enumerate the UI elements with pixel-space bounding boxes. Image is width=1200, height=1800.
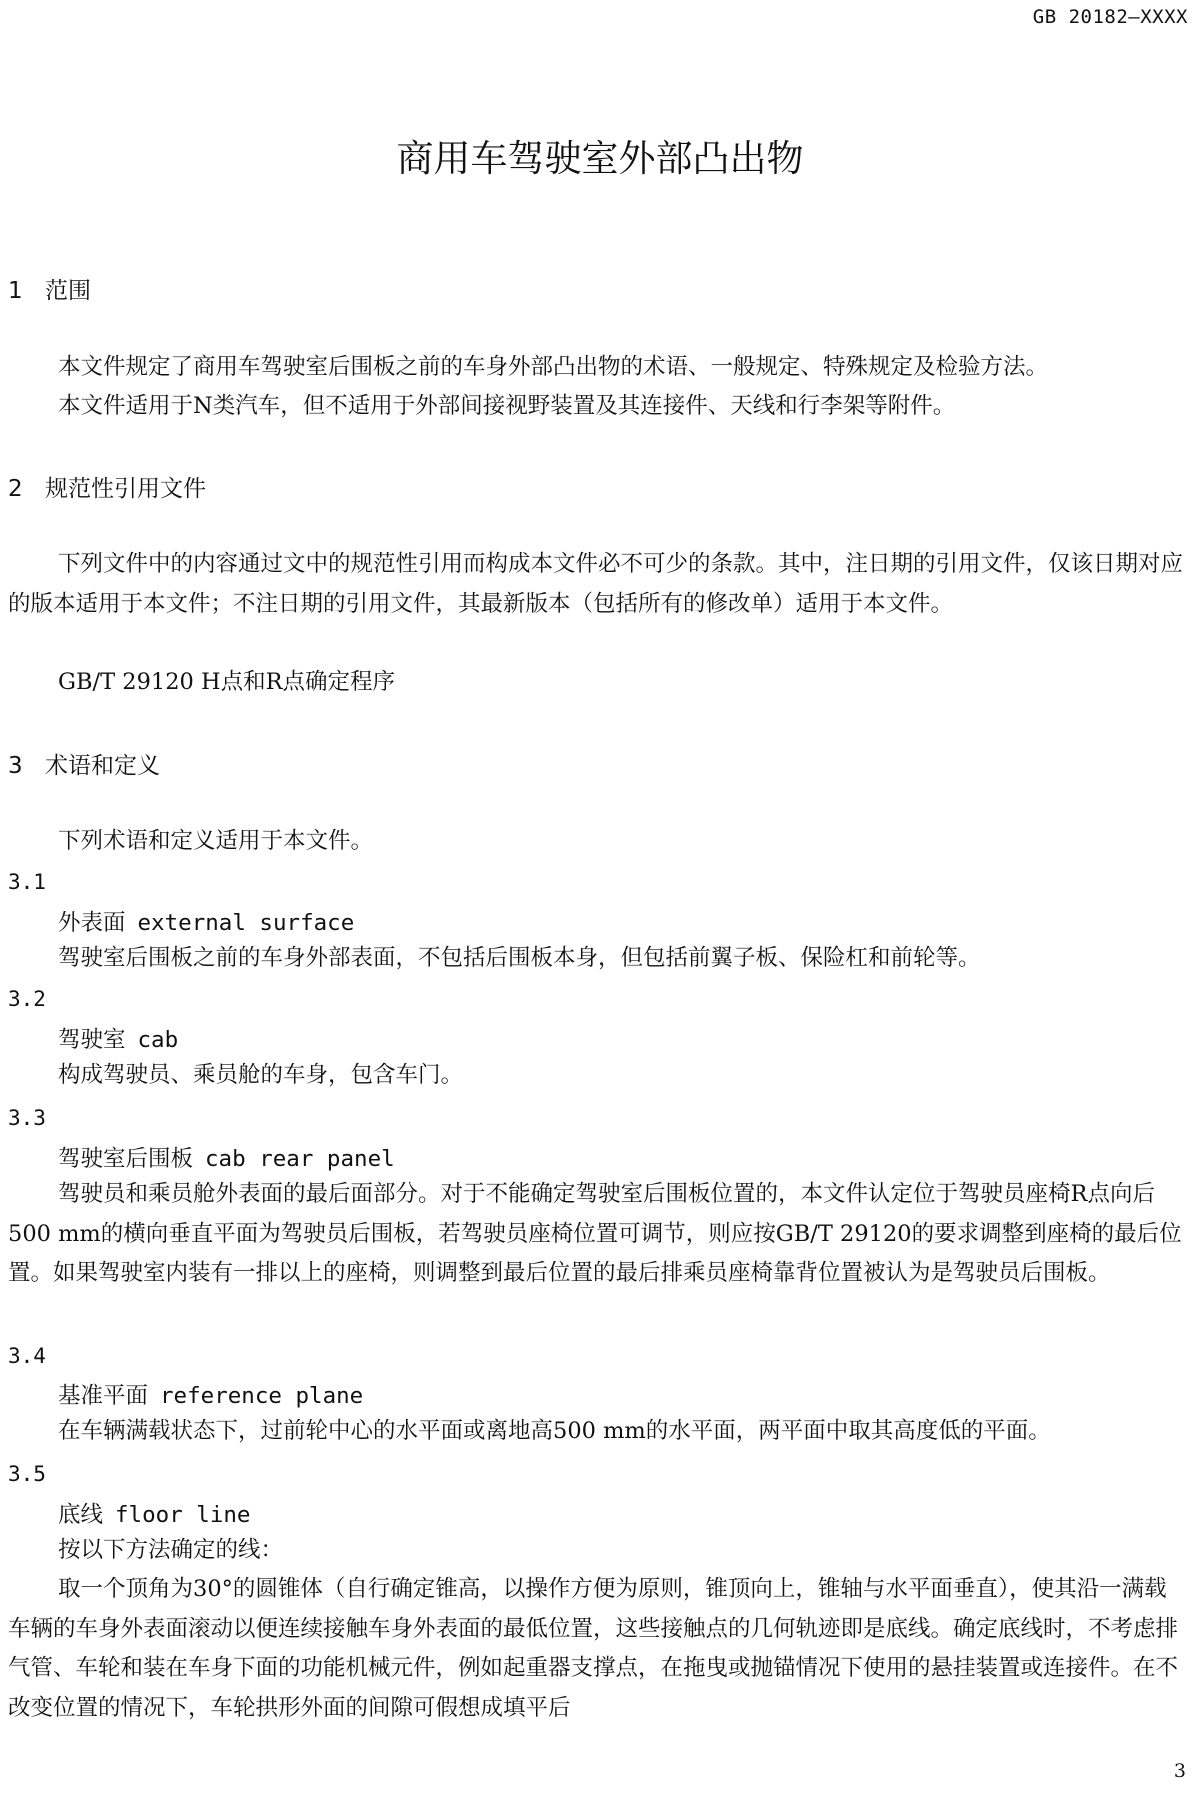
term-definition: 按以下方法确定的线：	[58, 1537, 284, 1563]
term-definition: 在车辆满载状态下，过前轮中心的水平面或离地高500 mm的水平面，两平面中取其高度低的平面。	[58, 1418, 1051, 1444]
document-title: 商用车驾驶室外部凸出物	[396, 137, 804, 180]
term-chinese: 驾驶室	[58, 1027, 126, 1053]
term-chinese: 外表面	[58, 910, 126, 936]
page-number: 3	[1173, 1760, 1186, 1782]
term-english: floor line	[115, 1502, 251, 1528]
term-english: reference plane	[160, 1383, 364, 1409]
term-chinese: 底线	[58, 1502, 104, 1528]
clause-number: 3.2	[8, 987, 46, 1011]
term-english: cab	[137, 1027, 179, 1053]
reference-item: GB/T 29120 H点和R点确定程序	[58, 669, 396, 695]
normative-references-paragraph: 下列文件中的内容通过文中的规范性引用而构成本文件必不可少的条款。其中，注日期的引用文件，仅该日期对应的版本适用于本文件；不注日期的引用文件，其最新版本（包括所有的修改单）适用于本文件。	[8, 551, 1184, 617]
standard-number: GB 20182—XXXX	[1032, 6, 1188, 28]
term-entry	[58, 1497, 250, 1529]
section-number: 1	[8, 278, 23, 304]
term-english: external surface	[137, 910, 355, 936]
scope-paragraph-2: 本文件适用于N类汽车，但不适用于外部间接视野装置及其连接件、天线和行李架等附件。	[58, 393, 956, 419]
term-english: cab rear panel	[205, 1146, 395, 1172]
section-title: 规范性引用文件	[45, 476, 206, 502]
term-definition: 构成驾驶员、乘员舱的车身，包含车门。	[58, 1062, 464, 1088]
section-3-heading	[8, 747, 160, 780]
section-number: 2	[8, 476, 23, 502]
term-entry	[58, 905, 354, 937]
term-chinese: 驾驶室后围板	[58, 1146, 194, 1172]
section-number: 3	[8, 753, 23, 779]
term-entry	[58, 1378, 363, 1410]
term-chinese: 基准平面	[58, 1383, 149, 1409]
term-entry	[58, 1141, 395, 1173]
section-2-heading	[8, 470, 206, 503]
terms-intro: 下列术语和定义适用于本文件。	[58, 828, 374, 854]
section-title: 范围	[45, 278, 91, 304]
term-definition: 驾驶员和乘员舱外表面的最后面部分。对于不能确定驾驶室后围板位置的，本文件认定位于驾驶员座椅R点向后500 mm的横向垂直平面为驾驶员后围板，若驾驶员座椅位置可调节，则应按GB/T 29120的要求调整到座椅的最后位置。如果驾驶室内装有一排以上的座椅，则调整到最后位置的最后排乘员座椅靠背位置被认为是驾驶员后围板。	[8, 1181, 1182, 1286]
section-title: 术语和定义	[45, 753, 160, 779]
clause-number: 3.4	[8, 1344, 46, 1368]
term-definition: 驾驶室后围板之前的车身外部表面，不包括后围板本身，但包括前翼子板、保险杠和前轮等。	[58, 945, 981, 971]
section-1-heading	[8, 272, 91, 305]
clause-number: 3.3	[8, 1106, 46, 1130]
term-entry	[58, 1022, 178, 1054]
clause-number: 3.1	[8, 870, 46, 894]
scope-paragraph-1: 本文件规定了商用车驾驶室后围板之前的车身外部凸出物的术语、一般规定、特殊规定及检验方法。	[58, 354, 1049, 380]
term-definition-detail: 取一个顶角为30°的圆锥体（自行确定锥高，以操作方便为原则，锥顶向上，锥轴与水平面垂直），使其沿一满载车辆的车身外表面滚动以便连续接触车身外表面的最低位置，这些接触点的几何轨迹即是底线。确定底线时，不考虑排气管、车轮和装在车身下面的功能机械元件，例如起重器支撑点，在拖曳或抛锚情况下使用的悬挂装置或连接件。在不改变位置的情况下，车轮拱形外面的间隙可假想成填平后	[8, 1576, 1179, 1721]
clause-number: 3.5	[8, 1462, 46, 1486]
